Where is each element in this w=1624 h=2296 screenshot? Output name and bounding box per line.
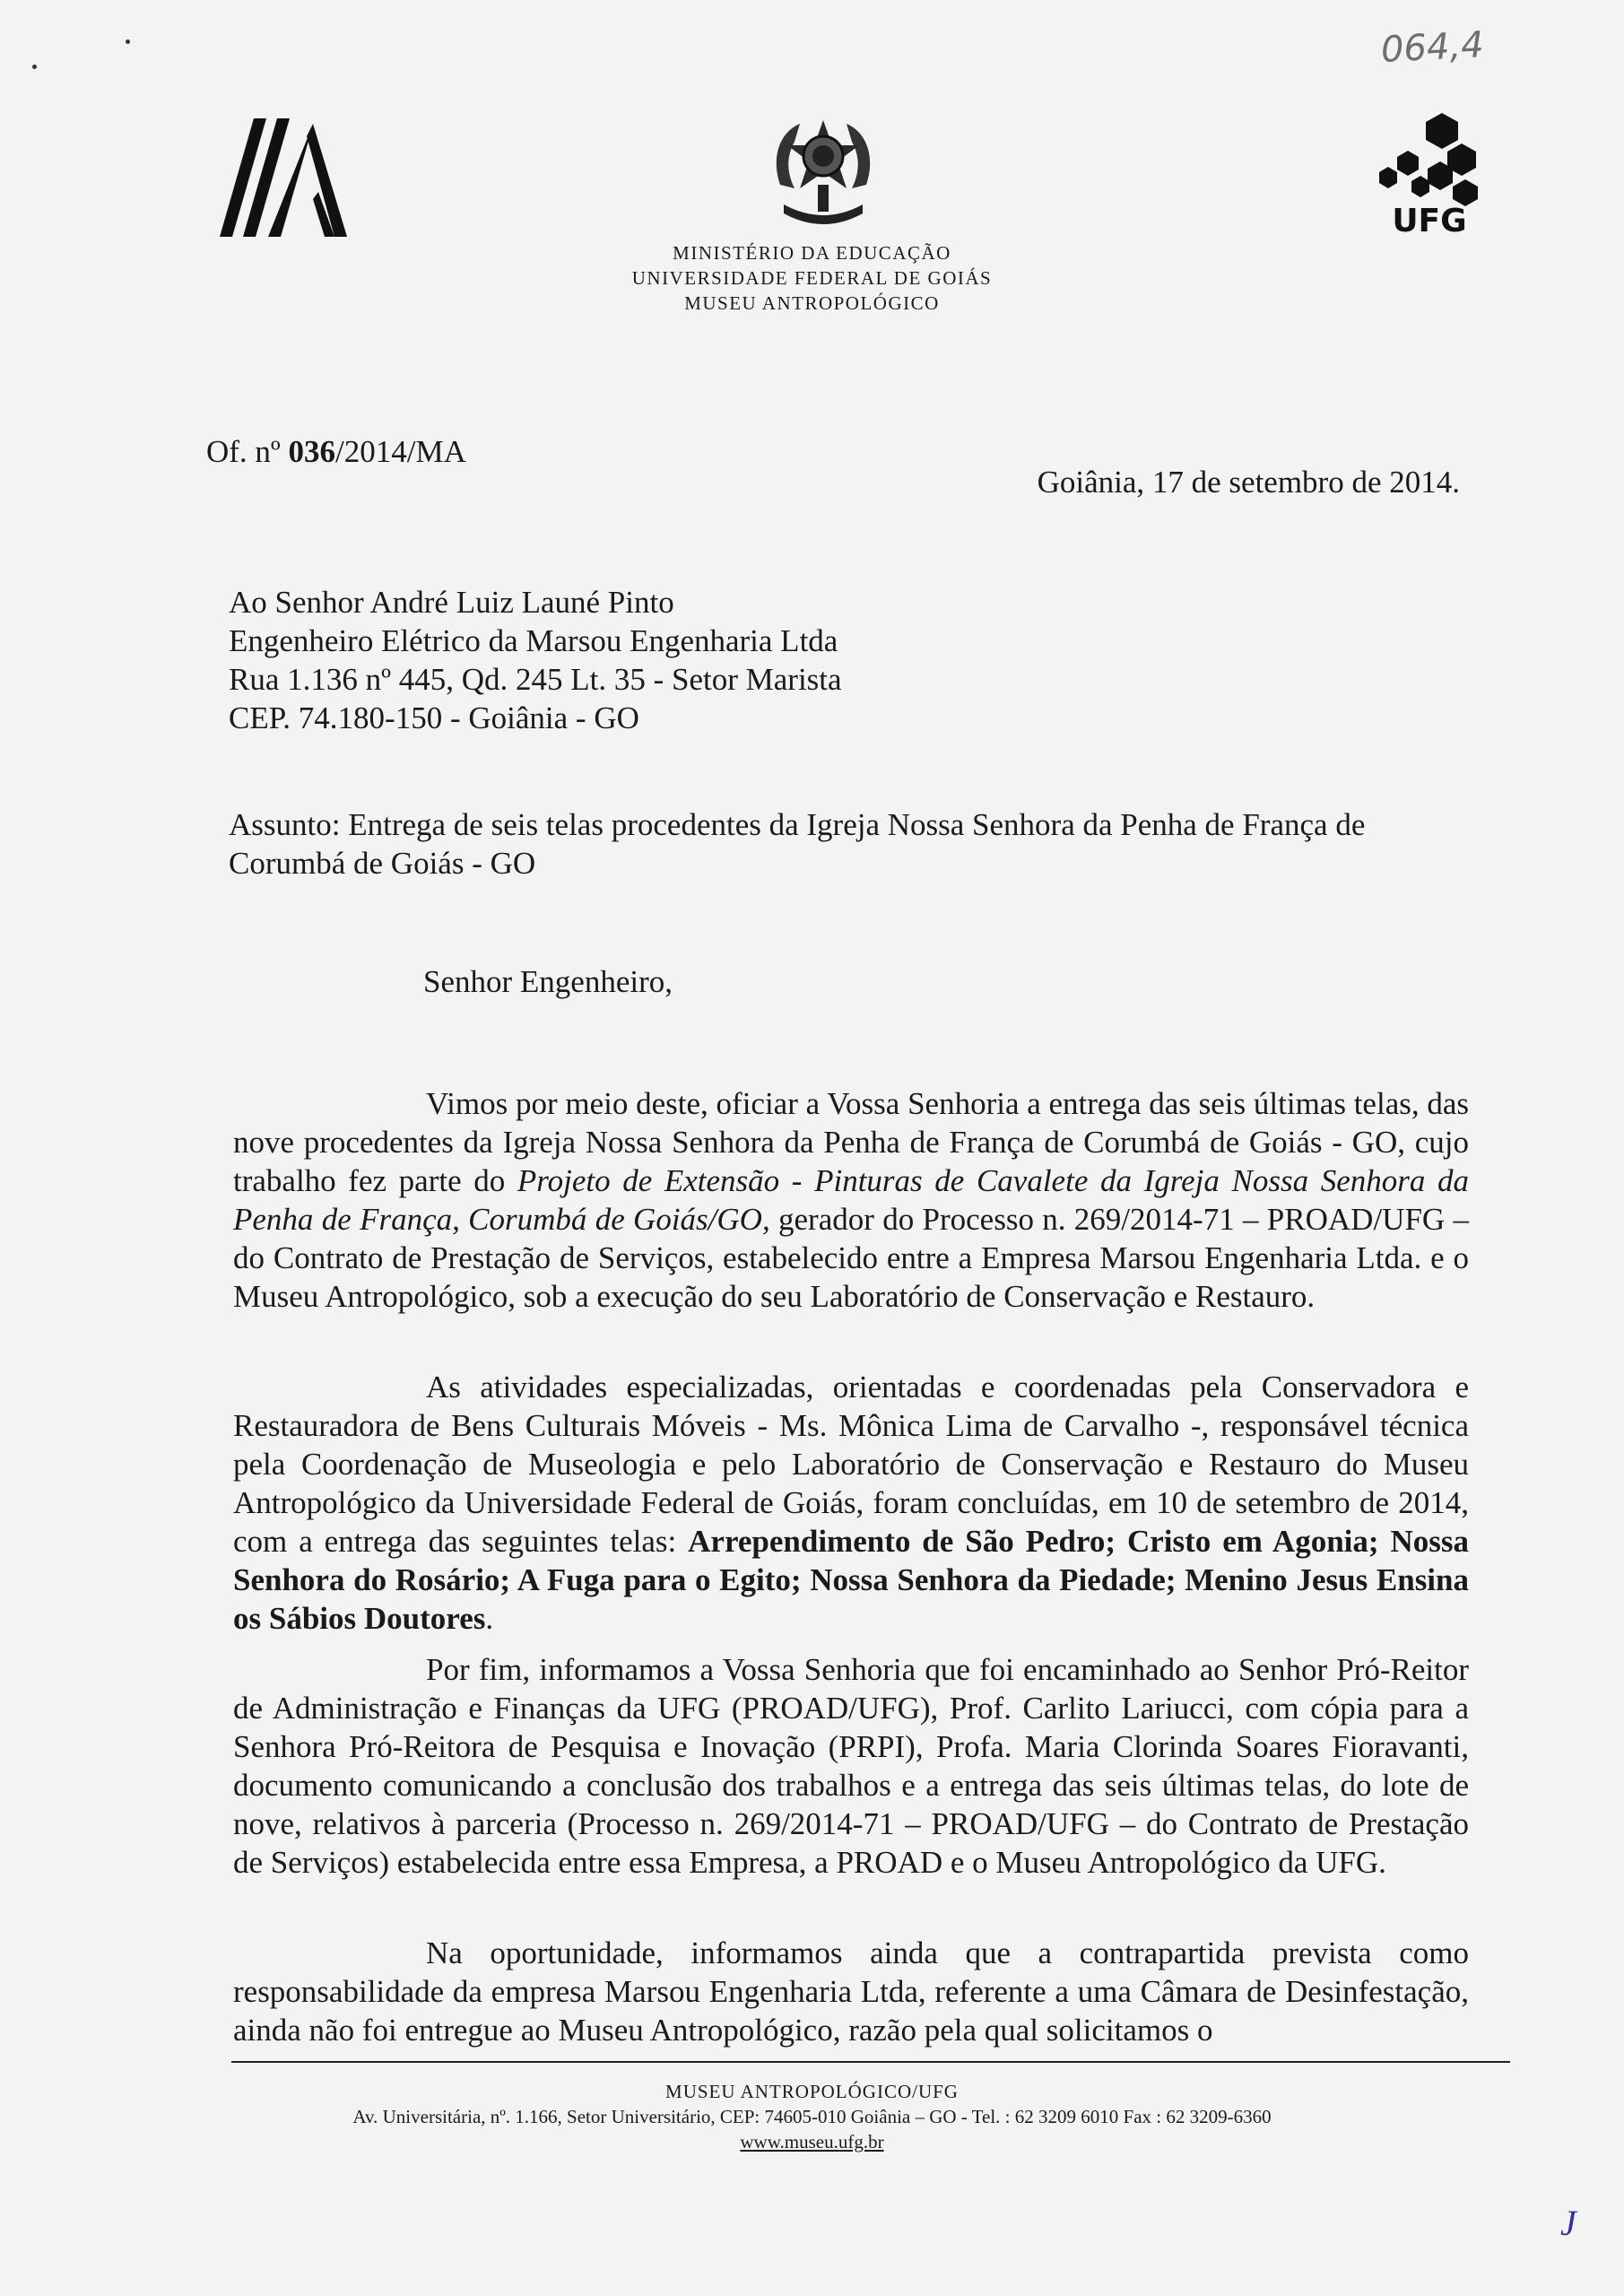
footer-institution: MUSEU ANTROPOLÓGICO/UFG	[665, 2081, 959, 2102]
handwritten-reference: 064,4	[1379, 24, 1485, 71]
handwritten-margin-mark: J	[1560, 2203, 1576, 2243]
footer-address: Av. Universitária, nº. 1.166, Setor Universitário, CEP: 74605-010 Goiânia – GO - Tel. : 62 3209 6010 Fax : 62 3209-6360	[352, 2106, 1272, 2127]
header-museum: MUSEU ANTROPOLÓGICO	[684, 292, 940, 314]
scan-speck	[32, 65, 37, 69]
office-number: Of. nº 036/2014/MA	[206, 434, 466, 469]
subject-line: Corumbá de Goiás - GO	[229, 846, 536, 881]
addressee-line: Engenheiro Elétrico da Marsou Engenharia Ltda	[229, 623, 838, 658]
paragraph-4: Na oportunidade, informamos ainda que a contrapartida prevista como responsabilidade da empresa Marsou Engenharia Ltda, referente a uma Câmara de Desinfestação, ainda não foi entregue ao Museu Antropológico, razão pela qual solicitamos o	[233, 1935, 1469, 2048]
ufg-logo	[1372, 109, 1487, 235]
coat-of-arms-emblem	[768, 115, 879, 237]
subject-block	[229, 805, 1412, 883]
paragraph-1: Vimos por meio deste, oficiar a Vossa Senhoria a entrega das seis últimas telas, das nove procedentes da Igreja Nossa Senhora da Penha de França de Corumbá de Goiás - GO, cujo trabalho fez parte do Projeto de Extensão - Pinturas de Cavalete da Igreja Nossa Senhora da Penha de França, Corumbá de Goiás/GO, gerador do Processo n. 269/2014-71 – PROAD/UFG – do Contrato de Prestação de Serviços, estabelecido entre a Empresa Marsou Engenharia Ltda. e o Museu Antropológico, sob a execução do seu Laboratório de Conservação e Restauro.	[233, 1086, 1469, 1314]
footer-divider	[231, 2061, 1510, 2063]
scan-speck	[126, 39, 130, 44]
paragraph-3: Por fim, informamos a Vossa Senhoria que foi encaminhado ao Senhor Pró-Reitor de Administração e Finanças da UFG (PROAD/UFG), Prof. Carlito Lariucci, com cópia para a Senhora Pró-Reitora de Pesquisa e Inovação (PRPI), Profa. Maria Clorinda Soares Fioravanti, documento comunicando a conclusão dos trabalhos e a entrega das seis últimas telas, do lote de nove, relativos à parceria (Processo n. 269/2014-71 – PROAD/UFG – do Contrato de Prestação de Serviços) estabelecida entre essa Empresa, a PROAD e o Museu Antropológico da UFG.	[233, 1652, 1469, 1880]
addressee-line: Rua 1.136 nº 445, Qd. 245 Lt. 35 - Setor Marista	[229, 662, 842, 697]
date-line: Goiânia, 17 de setembro de 2014.	[1037, 465, 1460, 500]
subject-line: Assunto: Entrega de seis telas procedentes da Igreja Nossa Senhora da Penha de França de	[229, 807, 1366, 842]
footer-website-link[interactable]: www.museu.ufg.br	[740, 2131, 884, 2152]
salutation: Senhor Engenheiro,	[423, 964, 673, 999]
header-university: UNIVERSIDADE FEDERAL DE GOIÁS	[631, 267, 993, 289]
header-ministry: MINISTÉRIO DA EDUCAÇÃO	[673, 242, 951, 264]
addressee-line: CEP. 74.180-150 - Goiânia - GO	[229, 700, 639, 735]
paragraph-2: As atividades especializadas, orientadas e coordenadas pela Conservadora e Restauradora de Bens Culturais Móveis - Ms. Mônica Lima de Carvalho -, responsável técnica pela Coordenação de Museologia e pelo Laboratório de Conservação e Restauro do Museu Antropológico da Universidade Federal de Goiás, foram concluídas, em 10 de setembro de 2014, com a entrega das seguintes telas: Arrependimento de São Pedro; Cristo em Agonia; Nossa Senhora do Rosário; A Fuga para o Egito; Nossa Senhora da Piedade; Menino Jesus Ensina os Sábios Doutores.	[233, 1370, 1469, 1636]
addressee-line: Ao Senhor André Luiz Launé Pinto	[229, 585, 674, 620]
ufg-logo-text: UFG	[1392, 203, 1467, 235]
addressee-block	[229, 583, 842, 737]
museum-logo	[220, 118, 347, 237]
